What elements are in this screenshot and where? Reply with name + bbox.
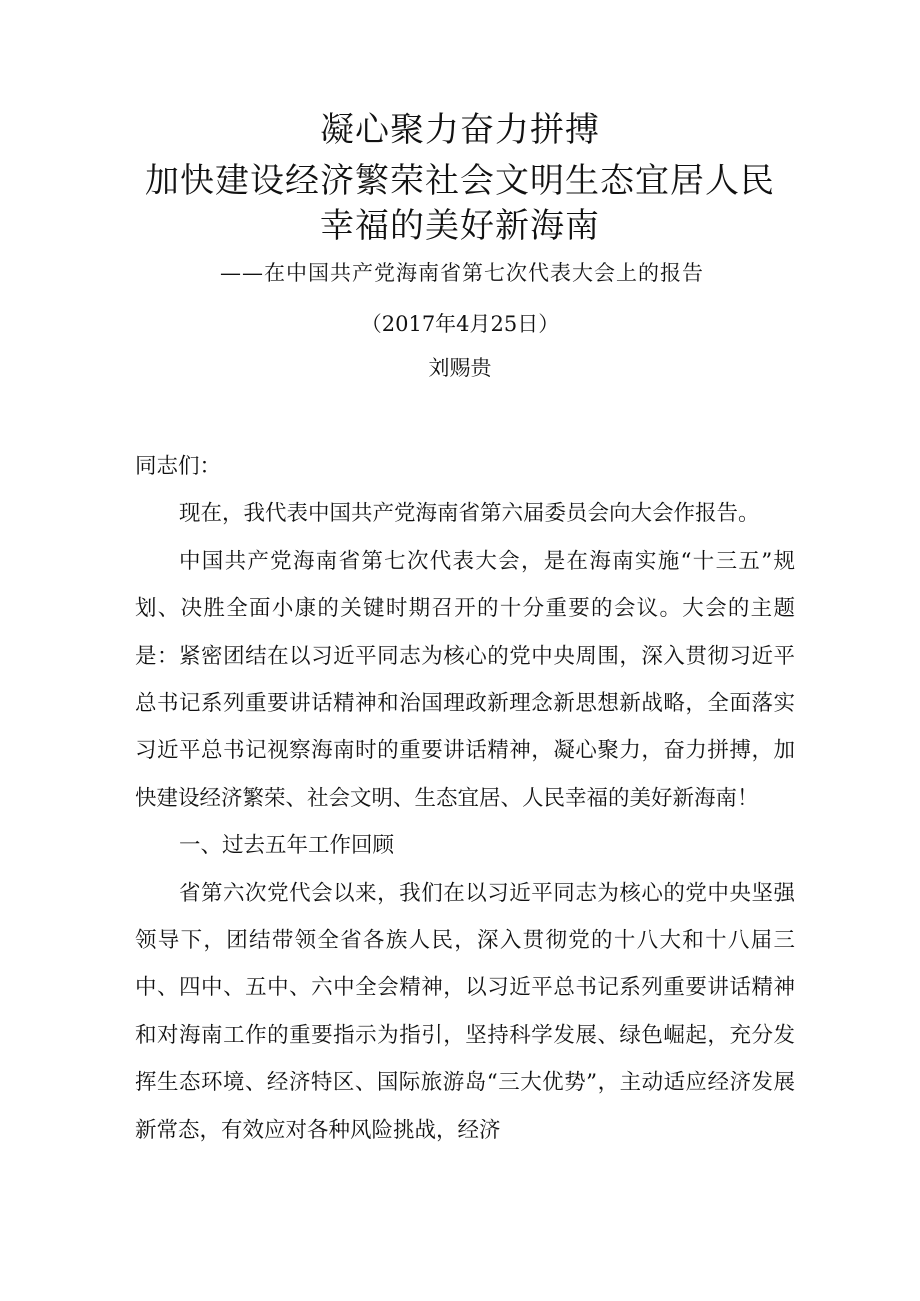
document-subtitle: ——在中国共产党海南省第七次代表大会上的报告 [220,261,704,285]
document-date: （2017年4月25日） [360,312,560,336]
salutation: 同志们： [135,454,222,479]
paragraph-2: 中国共产党海南省第七次代表大会，是在海南实施“十三五”规划、决胜全面小康的关键时期召开的十分重要的会议。大会的主题是：紧密团结在以习近平同志为核心的党中央周围，深入贯彻习近平总书记系列重要讲话精神和治国理政新理念新思想新战略，全面落实习近平总书记视察海南时的重要讲话精神，凝心聚力，奋力拼搏，加快建设经济繁荣、社会文明、生态宜居、人民幸福的美好新海南！ [135,548,795,811]
document-author: 刘赐贵 [428,356,492,380]
paragraph-1: 现在，我代表中国共产党海南省第六届委员会向大会作报告。 [179,501,760,527]
document-body [135,443,795,1154]
section-heading: 一、过去五年工作回顾 [179,833,395,859]
paragraph-3: 省第六次党代会以来，我们在以习近平同志为核心的党中央坚强领导下，团结带领全省各族人民，深入贯彻党的十八大和十八届三中、四中、五中、六中全会精神，以习近平总书记系列重要讲话精神和对海南工作的重要指示为指引，坚持科学发展、绿色崛起，充分发挥生态环境、经济特区、国际旅游岛“三大优势”，主动适应经济发展新常态，有效应对各种风险挑战，经济 [135,880,795,1143]
document-title-line-2: 加快建设经济繁荣社会文明生态宜居人民 [145,161,775,201]
document-title-line-1: 凝心聚力奋力拼搏 [320,110,600,150]
document-title-line-3: 幸福的美好新海南 [320,206,600,246]
